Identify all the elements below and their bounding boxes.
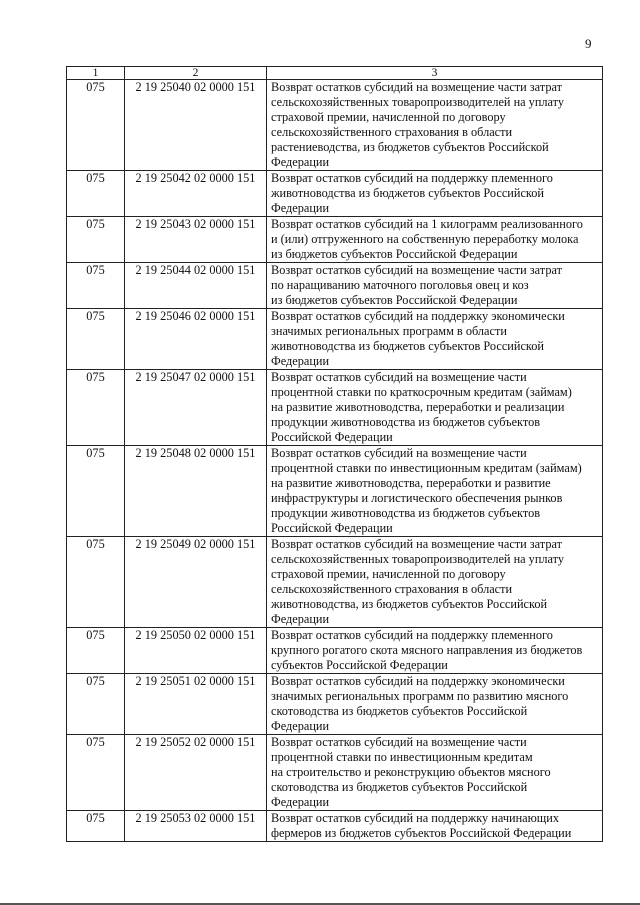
description-cell	[267, 674, 603, 735]
column-header-3: 3	[267, 67, 603, 80]
column-header-2: 2	[125, 67, 267, 80]
description-line: значимых региональных программ в области	[271, 324, 507, 338]
description-line: крупного рогатого скота мясного направления из бюджетов	[271, 643, 583, 657]
description-line: растениеводства, из бюджетов субъектов Российской	[271, 140, 549, 154]
table-row	[67, 80, 603, 171]
budget-code-cell: 2 19 25047 02 0000 151	[125, 370, 267, 446]
description-line: на развитие животноводства, переработки и реализации	[271, 400, 565, 414]
table-header-row	[67, 67, 603, 80]
description-line: страховой премии, начисленной по договору	[271, 110, 506, 124]
description-cell	[267, 171, 603, 217]
description-line: на строительство и реконструкцию объектов мясного	[271, 765, 551, 779]
table-row	[67, 674, 603, 735]
description-line: скотоводства из бюджетов субъектов Российской	[271, 704, 528, 718]
description-line: животноводства из бюджетов субъектов Российской	[271, 339, 544, 353]
admin-code-cell: 075	[67, 537, 125, 628]
description-line: и (или) отгруженного на собственную переработку молока	[271, 232, 579, 246]
table-row	[67, 263, 603, 309]
description-line: процентной ставки по краткосрочным кредитам (займам)	[271, 385, 572, 399]
admin-code-cell: 075	[67, 171, 125, 217]
admin-code-cell: 075	[67, 217, 125, 263]
description-line: по наращиванию маточного поголовья овец и коз	[271, 278, 529, 292]
description-line: Возврат остатков субсидий на возмещение части затрат	[271, 80, 562, 94]
description-line: субъектов Российской Федерации	[271, 658, 448, 672]
description-line: Возврат остатков субсидий на поддержку племенного	[271, 171, 553, 185]
description-line: скотоводства из бюджетов субъектов Российской	[271, 780, 528, 794]
column-header-1: 1	[67, 67, 125, 80]
description-line: Российской Федерации	[271, 521, 393, 535]
admin-code-cell: 075	[67, 811, 125, 842]
description-line: Возврат остатков субсидий на возмещение части	[271, 446, 527, 460]
description-cell	[267, 735, 603, 811]
description-cell	[267, 80, 603, 171]
description-line: продукции животноводства из бюджетов субъектов	[271, 506, 541, 520]
table-body	[67, 80, 603, 842]
description-line: Возврат остатков субсидий на возмещение части затрат	[271, 263, 562, 277]
description-line: животноводства, из бюджетов субъектов Российской	[271, 597, 548, 611]
description-cell	[267, 263, 603, 309]
description-line: Федерации	[271, 719, 330, 733]
description-line: сельскохозяйственного страхования в области	[271, 125, 513, 139]
budget-code-cell: 2 19 25049 02 0000 151	[125, 537, 267, 628]
admin-code-cell: 075	[67, 263, 125, 309]
table-row	[67, 811, 603, 842]
description-line: из бюджетов субъектов Российской Федерации	[271, 247, 518, 261]
description-line: Федерации	[271, 795, 330, 809]
description-line: процентной ставки по инвестиционным кредитам	[271, 750, 533, 764]
table-row	[67, 171, 603, 217]
table-row	[67, 309, 603, 370]
description-line: продукции животноводства из бюджетов субъектов	[271, 415, 541, 429]
description-line: животноводства из бюджетов субъектов Российской	[271, 186, 544, 200]
description-line: процентной ставки по инвестиционным кредитам (займам)	[271, 461, 582, 475]
description-cell	[267, 537, 603, 628]
description-line: Возврат остатков субсидий на поддержку экономически	[271, 674, 565, 688]
table-row	[67, 537, 603, 628]
description-line: Возврат остатков субсидий на поддержку экономически	[271, 309, 565, 323]
description-line: Федерации	[271, 354, 330, 368]
admin-code-cell: 075	[67, 446, 125, 537]
budget-code-cell: 2 19 25048 02 0000 151	[125, 446, 267, 537]
description-line: Федерации	[271, 612, 330, 626]
description-line: Федерации	[271, 155, 330, 169]
table-row	[67, 217, 603, 263]
admin-code-cell: 075	[67, 370, 125, 446]
table-row	[67, 446, 603, 537]
table-row	[67, 370, 603, 446]
budget-code-cell: 2 19 25043 02 0000 151	[125, 217, 267, 263]
description-cell	[267, 628, 603, 674]
budget-codes-table	[66, 66, 603, 842]
description-cell	[267, 811, 603, 842]
description-line: Возврат остатков субсидий на поддержку начинающих	[271, 811, 560, 825]
admin-code-cell: 075	[67, 674, 125, 735]
description-cell	[267, 370, 603, 446]
table-row	[67, 735, 603, 811]
description-line: инфраструктуры и логистического обеспечения рынков	[271, 491, 563, 505]
admin-code-cell: 075	[67, 735, 125, 811]
description-line: фермеров из бюджетов субъектов Российской Федерации	[271, 826, 572, 840]
description-line: Возврат остатков субсидий на возмещение части	[271, 735, 527, 749]
page-number: 9	[585, 36, 592, 51]
budget-code-cell: 2 19 25040 02 0000 151	[125, 80, 267, 171]
budget-code-cell: 2 19 25046 02 0000 151	[125, 309, 267, 370]
admin-code-cell: 075	[67, 80, 125, 171]
description-line: сельскохозяйственного страхования в области	[271, 582, 513, 596]
budget-code-cell: 2 19 25051 02 0000 151	[125, 674, 267, 735]
description-cell	[267, 446, 603, 537]
description-line: значимых региональных программ по развитию мясного	[271, 689, 569, 703]
description-line: Возврат остатков субсидий на 1 килограмм реализованного	[271, 217, 583, 231]
budget-code-cell: 2 19 25052 02 0000 151	[125, 735, 267, 811]
budget-code-cell: 2 19 25053 02 0000 151	[125, 811, 267, 842]
admin-code-cell: 075	[67, 309, 125, 370]
description-line: Возврат остатков субсидий на возмещение части затрат	[271, 537, 562, 551]
description-line: страховой премии, начисленной по договору	[271, 567, 506, 581]
budget-code-cell: 2 19 25050 02 0000 151	[125, 628, 267, 674]
description-line: Возврат остатков субсидий на возмещение части	[271, 370, 527, 384]
description-line: на развитие животноводства, переработки и развитие	[271, 476, 551, 490]
description-line: Федерации	[271, 201, 330, 215]
description-line: из бюджетов субъектов Российской Федерации	[271, 293, 518, 307]
admin-code-cell: 075	[67, 628, 125, 674]
description-cell	[267, 309, 603, 370]
budget-code-cell: 2 19 25042 02 0000 151	[125, 171, 267, 217]
table-row	[67, 628, 603, 674]
description-cell	[267, 217, 603, 263]
description-line: сельскохозяйственных товаропроизводителей на уплату	[271, 552, 565, 566]
description-line: Возврат остатков субсидий на поддержку племенного	[271, 628, 553, 642]
description-line: Российской Федерации	[271, 430, 393, 444]
budget-code-cell: 2 19 25044 02 0000 151	[125, 263, 267, 309]
description-line: сельскохозяйственных товаропроизводителей на уплату	[271, 95, 565, 109]
